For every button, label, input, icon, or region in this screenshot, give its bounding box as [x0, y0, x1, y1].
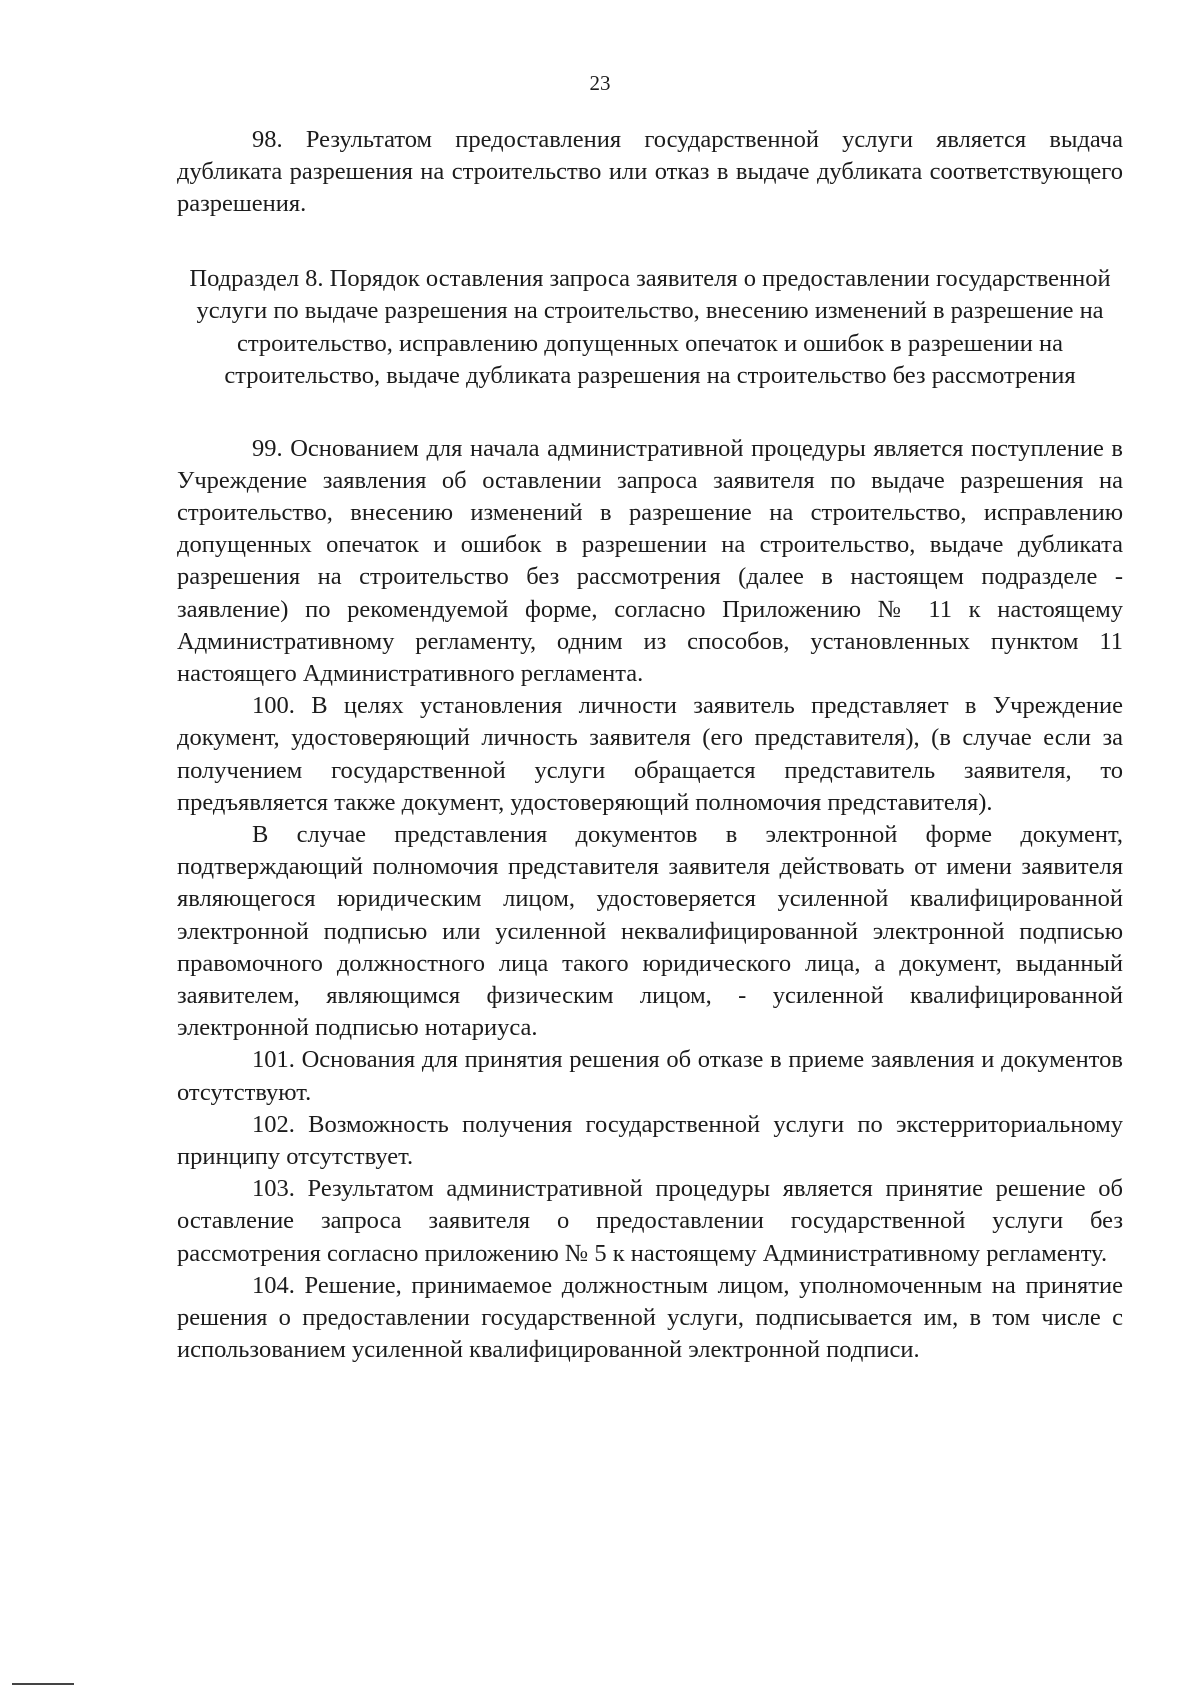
paragraph-99: 99. Основанием для начала административной процедуры является поступление в Учреждение заявления об оставлении запроса заявителя по выдаче разрешения на строительство, внесению изменений в разрешение на строительство, исправлению допущенных опечаток и ошибок в разрешении на строительство, выдаче дубликата разрешения на строительство без рассмотрения (далее в настоящем подразделе - заявление) по рекомендуемой форме, согласно Приложению № 11 к настоящему Административному регламенту, одним из способов, установленных пунктом 11 настоящего Административного регламента.	[177, 434, 1123, 688]
paragraph-electronic-documents: В случае представления документов в электронной форме документ, подтверждающий полномочия представителя заявителя действовать от имени заявителя являющегося юридическим лицом, удостоверяется усиленной квалифицированной электронной подписью или усиленной неквалифицированной электронной подписью правомочного должностного лица такого юридического лица, а документ, выданный заявителем, являющимся физическим лицом, - усиленной квалифицированной электронной подписью нотариуса.	[177, 821, 1123, 1042]
footer-divider	[12, 1683, 74, 1685]
paragraph-100: 100. В целях установления личности заявитель представляет в Учреждение документ, удостоверяющий личность заявителя (его представителя), (в случае если за получением государственной услуги обращается представитель заявителя, то предъявляется также документ, удостоверяющий полномочия представителя).	[177, 692, 1123, 816]
paragraph-104: 104. Решение, принимаемое должностным лицом, уполномоченным на принятие решения о предоставлении государственной услуги, подписывается им, в том числе с использованием усиленной квалифицированной электронной подписи.	[177, 1271, 1123, 1364]
page-number: 23	[589, 71, 611, 95]
document-body	[177, 124, 1123, 1367]
paragraph-102: 102. Возможность получения государственной услуги по экстерриториальному принципу отсутствует.	[177, 1110, 1123, 1171]
paragraph-98: 98. Результатом предоставления государственной услуги является выдача дубликата разрешения на строительство или отказ в выдаче дубликата соответствующего разрешения.	[177, 126, 1123, 218]
subsection-heading: Подраздел 8. Порядок оставления запроса заявителя о предоставлении государственной услуги по выдаче разрешения на строительство, внесению изменений в разрешение на строительство, исправлению допущенных опечаток и ошибок в разрешении на строительство, выдаче дубликата разрешения на строительство без рассмотрения	[189, 264, 1111, 390]
paragraph-103: 103. Результатом административной процедуры является принятие решение об оставление запроса заявителя о предоставлении государственной услуги без рассмотрения согласно приложению № 5 к настоящему Административному регламенту.	[177, 1175, 1123, 1267]
paragraph-101: 101. Основания для принятия решения об отказе в приеме заявления и документов отсутствуют.	[177, 1046, 1123, 1106]
